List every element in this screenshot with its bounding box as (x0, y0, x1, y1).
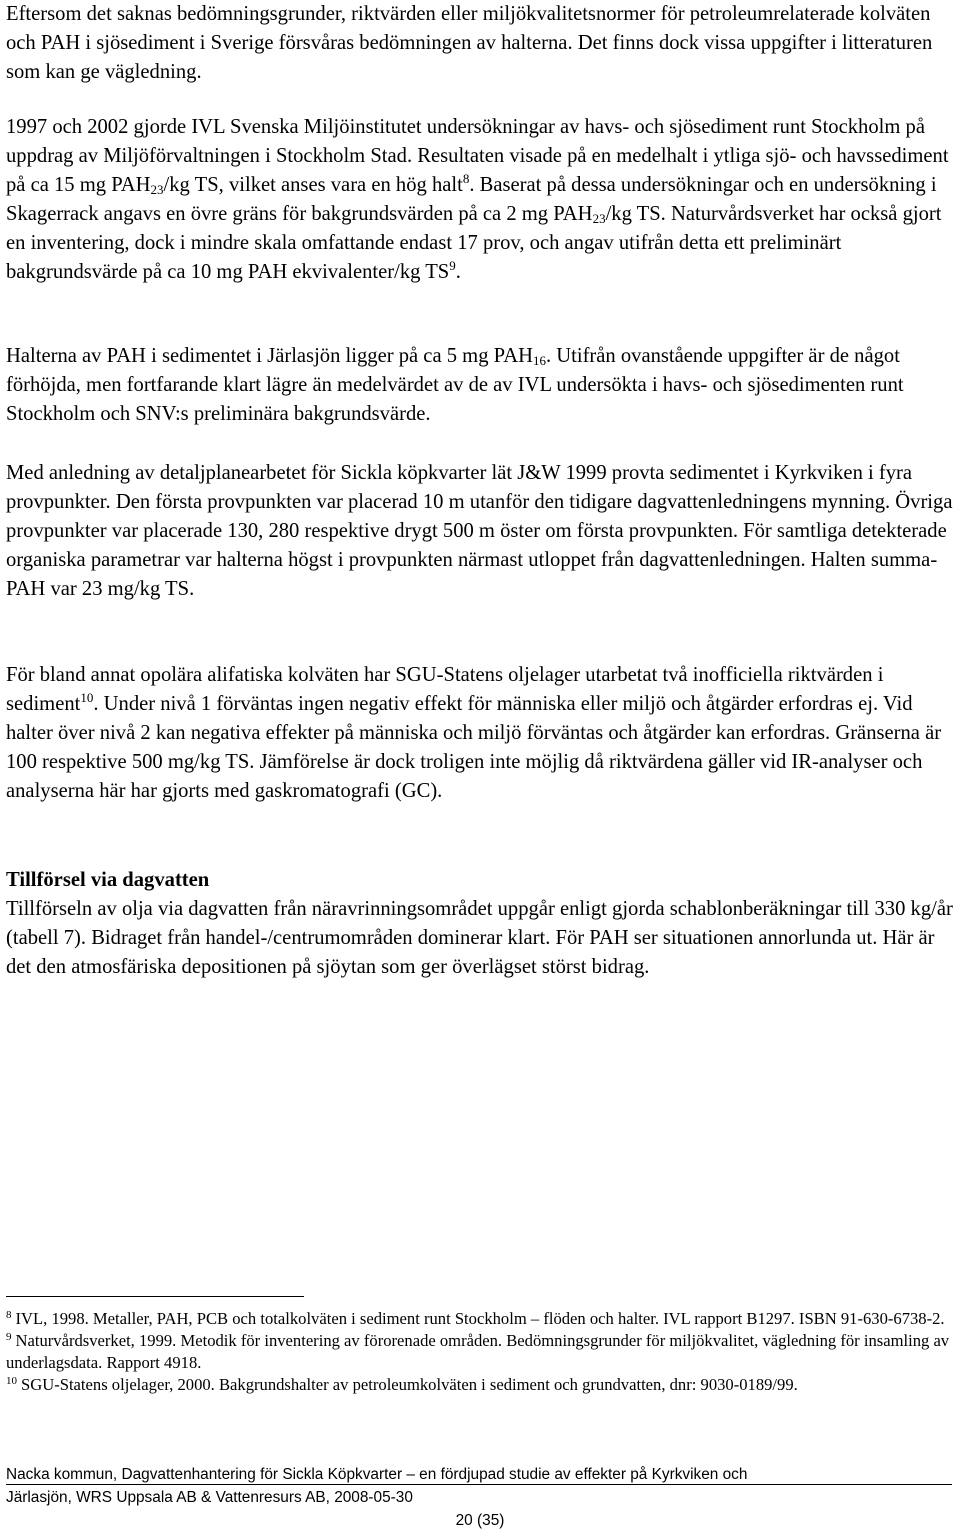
footer-line-2: Järlasjön, WRS Uppsala AB & Vattenresurs AB, 2008-05-30 (6, 1489, 413, 1506)
paragraph-sgu-guidelines: För bland annat opolära alifatiska kolväten har SGU-Statens oljelager utarbetat två inofficiella riktvärden i sediment$^{10}$. Under nivå 1 förväntas ingen negativ effekt för människa eller miljö och åtgärder erfordras ej. Vid halter över nivå 2 kan negativa effekter på människa och miljö förväntas och åtgärder kan erfordras. Gränserna är 100 respektive 500 mg/kg TS. Jämförelse är dock troligen inte möjlig då riktvärdena gäller vid IR-analyser och analyserna här har gjorts med gaskromatografi (GC). (6, 664, 942, 802)
paragraph-kyrkviken-sampling: Med anledning av detaljplanearbetet för Sickla köpkvarter lät J&W 1999 provta sedimentet i Kyrkviken i fyra provpunkter. Den första provpunkten var placerad 10 m utanför den tidigare dagvattenledningens mynning. Övriga provpunkter var placerade 130, 280 respektive drygt 500 m öster om första provpunkten. För samtliga detekterade organiska parametrar var halterna högst i provpunkten närmast utloppet från dagvattenledningen. Halten summa-PAH var 23 mg/kg TS. (6, 462, 953, 600)
page-number: 20 (35) (455, 1512, 505, 1529)
paragraph-ivl-studies: 1997 och 2002 gjorde IVL Svenska Miljöinstitutet undersökningar av havs- och sjösediment runt Stockholm på uppdrag av Miljöförvaltningen i Stockholm Stad. Resultaten visade på en medelhalt i ytliga sjö- och havssediment på ca 15 mg $PAH_{23}/kg$ TS, vilket anses vara en hög halt$^8$. Baserat på dessa undersökningar och en undersökning i Skagerrack angavs en övre gräns för bakgrundsvärden på ca 2 mg $PAH_{23}/kg$ TS. Naturvårdsverket har också gjort en inventering, dock i mindre skala omfattande endast 17 prov, och angav utifrån detta ett preliminärt bakgrundsvärde på ca 10 mg PAH ekvivalenter/kg $TS^9$. (6, 116, 949, 283)
footnote-9: $^9$ Naturvårdsverket, 1999. Metodik för inventering av förorenade områden. Bedömningsgrunder för miljökvalitet, vägledning för insamling av underlagsdata. Rapport 4918. (6, 1331, 950, 1372)
footer-separator (6, 1484, 952, 1485)
footnote-separator (6, 1296, 304, 1297)
footnote-10: $^{10}$ SGU-Statens oljelager, 2000. Bakgrundshalter av petroleumkolväten i sediment och grundvatten, dnr: 9030-0189/99. (6, 1375, 798, 1394)
subscript: 23 (592, 211, 606, 226)
subscript: 16 (532, 353, 546, 368)
paragraph-stormwater-supply: Tillförseln av olja via dagvatten från näravrinningsområdet uppgår enligt gjorda schablonberäkningar till 330 kg/år (tabell 7). Bidraget från handel-/centrumområden dominerar klart. För PAH ser situationen annorlunda ut. Här är det den atmosfäriska depositionen på sjöytan som ger överlägset störst bidrag. (6, 898, 953, 978)
paragraph-jarlasjon-levels: Halterna av PAH i sedimentet i Järlasjön ligger på ca 5 mg $PAH_{16}$. Utifrån ovanstående uppgifter är de något förhöjda, men fortfarande klart lägre än medelvärdet av de av IVL undersökta i havs- och sjösedimenten runt Stockholm och SNV:s preliminära bakgrundsvärde. (6, 345, 904, 425)
paragraph-intro: Eftersom det saknas bedömningsgrunder, riktvärden eller miljökvalitetsnormer för petroleumrelaterade kolväten och PAH i sjösediment i Sverige försvåras bedömningen av halterna. Det finns dock vissa uppgifter i litteraturen som kan ge vägledning. (6, 3, 933, 83)
footnote-ref-10[interactable]: 10 (80, 690, 94, 705)
footnote-8: $^8$ IVL, 1998. Metaller, PAH, PCB och totalkolväten i sediment runt Stockholm – flöden och halter. IVL rapport B1297. ISBN 91-630-6738-2. (6, 1309, 945, 1328)
footer-line-1: Nacka kommun, Dagvattenhantering för Sickla Köpkvarter – en fördjupad studie av effekter på Kyrkviken och (6, 1466, 748, 1483)
section-heading: Tillförsel via dagvatten (6, 869, 210, 891)
footnote-ref-8[interactable]: 8 (462, 171, 470, 186)
footnote-list (6, 1308, 950, 1396)
footnote-ref-9[interactable]: 9 (449, 258, 456, 273)
subscript: 23 (150, 182, 164, 197)
